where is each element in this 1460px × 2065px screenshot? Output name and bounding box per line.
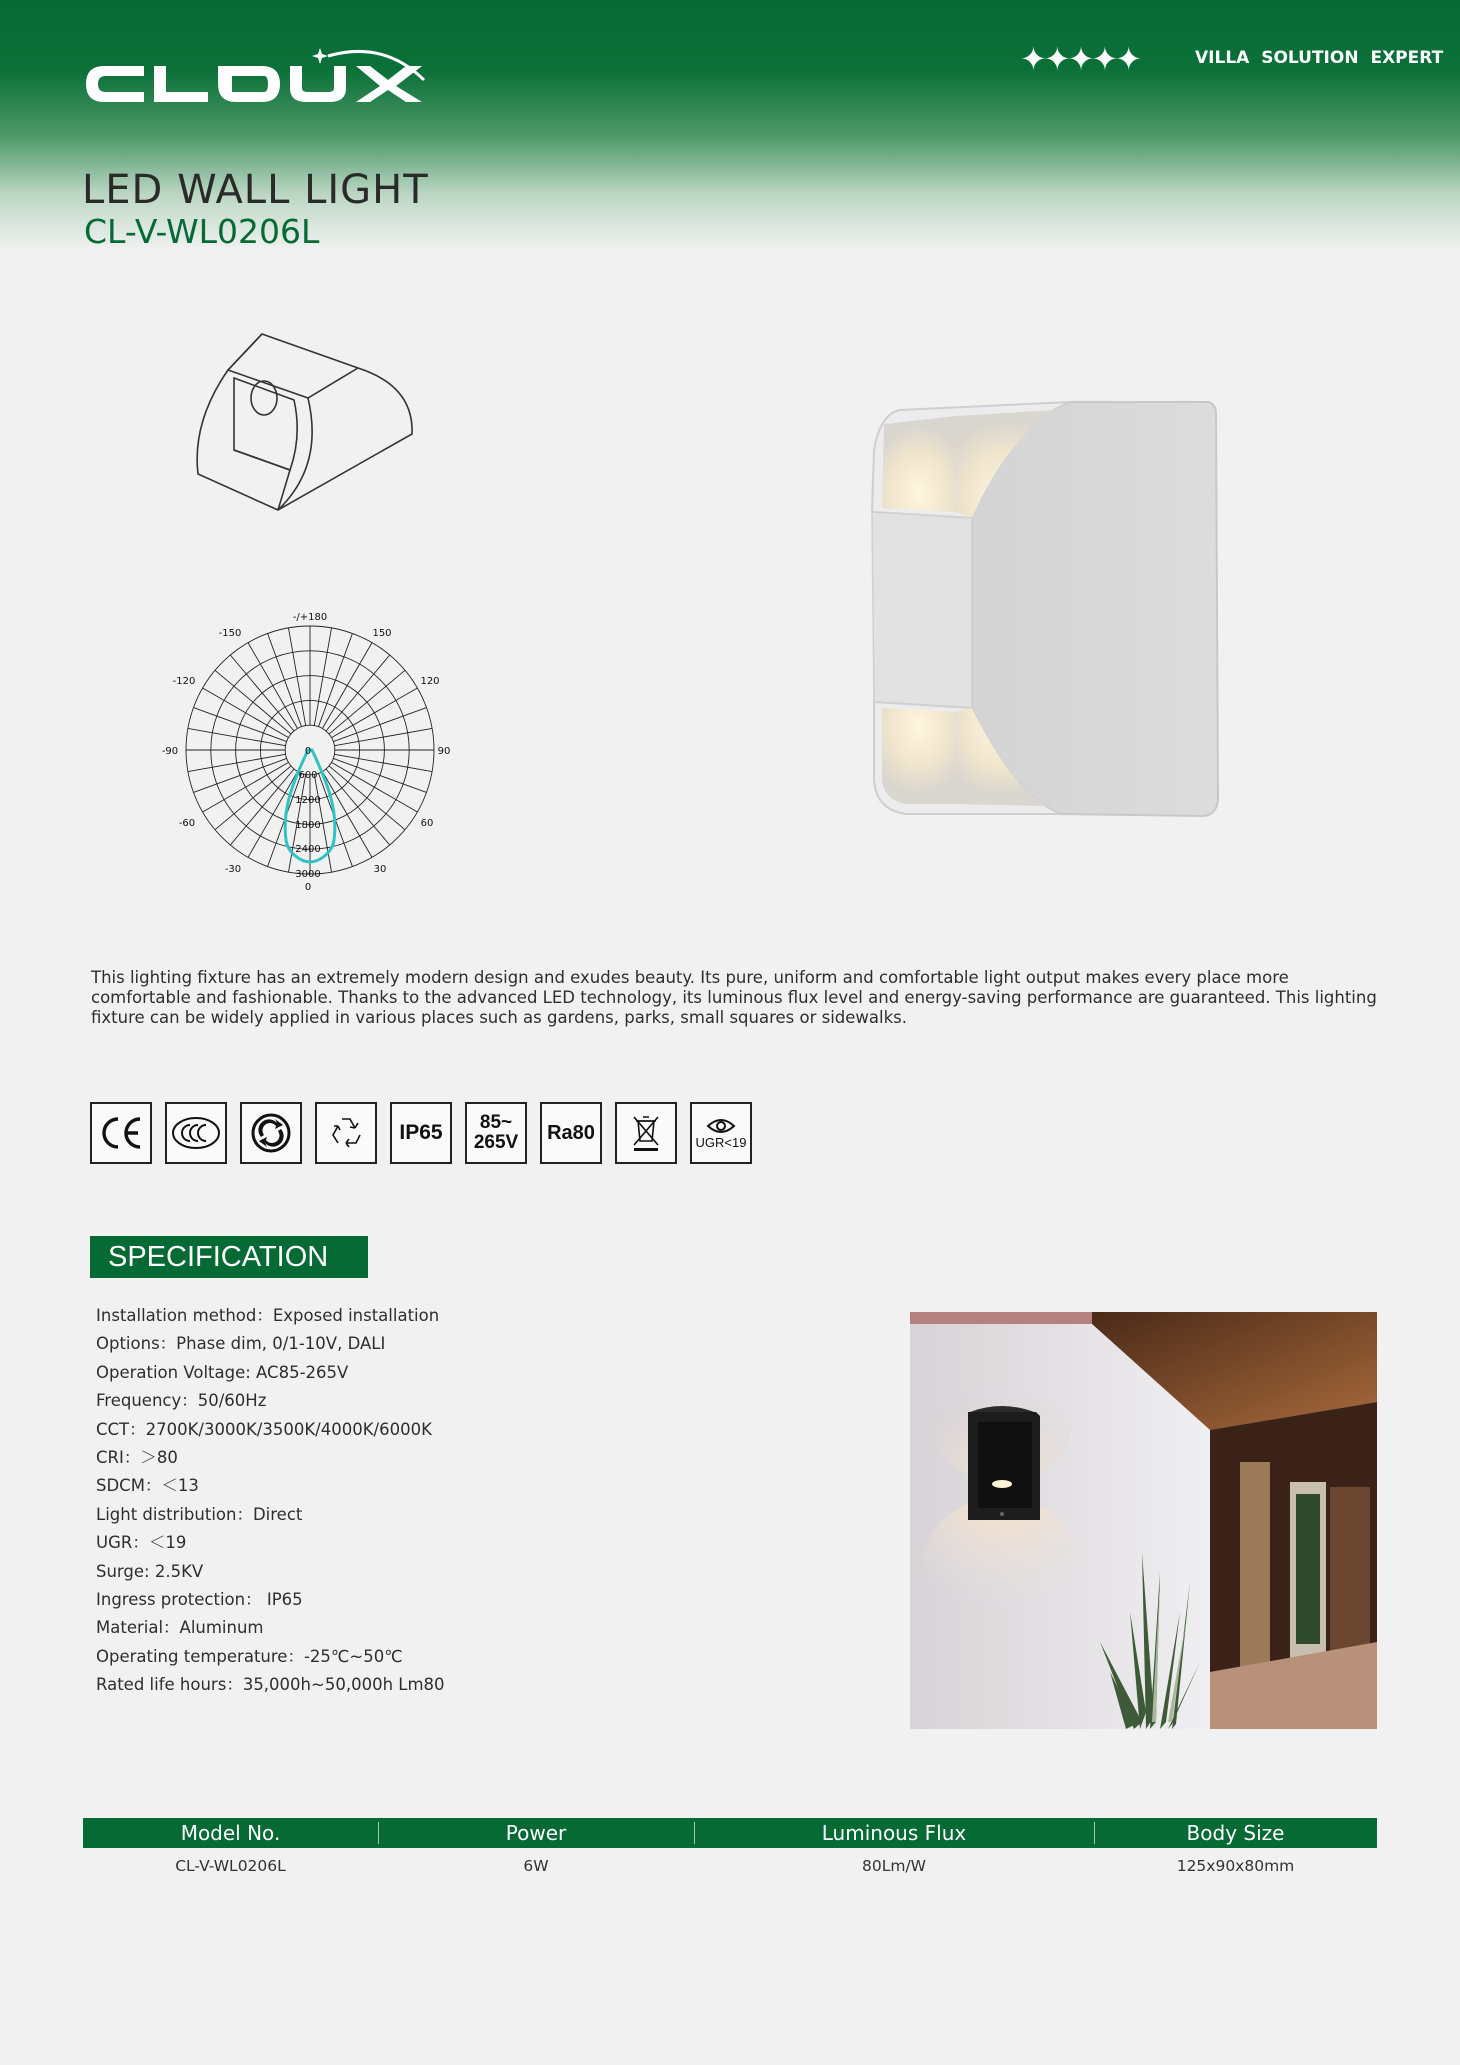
spec-item: UGR：＜19 [96,1533,187,1553]
product-model: CL-V-WL0206L [84,212,320,251]
voltage-line2: 265V [473,1132,519,1153]
angle-label: 30 [373,864,387,875]
angle-label: 90 [437,746,451,757]
angle-label: -60 [178,818,196,829]
polar-grid-spoke [188,754,286,771]
cell-model: CL-V-WL0206L [175,1857,286,1875]
cell-power: 6W [523,1857,549,1875]
col-header-body-size: Body Size [1094,1818,1377,1848]
installation-photo [910,1312,1377,1729]
ip65-badge: IP65 [390,1102,452,1164]
brand-logo [84,40,436,102]
product-line-drawing [190,326,420,516]
product-title: LED WALL LIGHT [82,167,429,213]
radial-label: 2400 [295,844,321,855]
ugr-badge [690,1102,752,1164]
angle-label: 60 [420,818,434,829]
polar-grid-spoke [318,633,352,726]
recycle-icon [315,1102,377,1164]
spec-item: Operating temperature：-25℃~50℃ [96,1646,403,1666]
polar-grid-spoke [193,758,286,792]
radial-label: 600 [298,770,318,781]
spec-item: Material：Aluminum [96,1618,264,1638]
angle-label: -/+180 [292,612,328,623]
model-table-header [83,1818,1377,1848]
ce-mark-icon [90,1102,152,1164]
spec-item: Operation Voltage: AC85-265V [96,1362,349,1382]
spec-item: Rated life hours：35,000h~50,000h Lm80 [96,1675,445,1695]
spec-item: Surge: 2.5KV [96,1561,204,1581]
specification-list [96,1302,445,1700]
angle-label: 0 [304,882,312,893]
polar-grid-spoke [334,754,432,771]
product-description: This lighting fixture has an extremely modern design and exudes beauty. Its pure, uniform and comfortable light output makes every place more comfortable and fashionable. Thanks to the advanced LED technology, its luminous flux level and energy-saving performance are guaranteed. This lighting fixture can be widely applied in various places such as gardens, parks, small squares or sidewalks. [91,968,1377,1027]
polar-grid-spoke [193,708,286,742]
ra80-badge: Ra80 [540,1102,602,1164]
product-photo [860,390,1230,820]
spec-item: Light distribution：Direct [96,1504,303,1524]
col-header-model: Model No. [180,1821,281,1845]
polar-grid-spoke [268,633,302,726]
polar-grid-spoke [188,728,286,745]
polar-grid-spoke [333,758,426,792]
table-row [83,1855,1377,1877]
polar-grid-spoke [314,628,331,726]
radial-label: 3000 [295,869,321,880]
spec-item: CCT：2700K/3000K/3500K/4000K/6000K [96,1419,432,1439]
spec-item: Installation method：Exposed installation [96,1306,440,1325]
spec-item: SDCM：＜13 [96,1476,199,1496]
specification-heading: SPECIFICATION [90,1236,368,1278]
spec-item: Ingress protection： IP65 [96,1590,303,1610]
col-header-power: Power [378,1818,694,1848]
col-header-luminous-flux: Luminous Flux [694,1818,1094,1848]
angle-label: 120 [420,676,440,687]
angle-label: -150 [218,628,242,639]
voltage-line1: 85~ [479,1112,513,1133]
certification-row [90,1102,752,1164]
cell-body-size: 125x90x80mm [1176,1857,1295,1875]
polar-grid-spoke [334,728,432,745]
spec-item: CRI：＞80 [96,1448,178,1468]
green-dot-icon [240,1102,302,1164]
weee-bin-icon [615,1102,677,1164]
rating-stars: ✦✦✦✦✦ [1020,40,1140,78]
brand-tagline: VILLA SOLUTION EXPERT [1195,48,1444,68]
angle-label: 150 [372,628,392,639]
cell-luminous-flux: 80Lm/W [861,1857,926,1875]
voltage-badge [465,1102,527,1164]
spec-item: Frequency：50/60Hz [96,1391,267,1411]
ugr-label: UGR<19 [695,1134,747,1150]
ccc-mark-icon [165,1102,227,1164]
angle-label: -30 [224,864,242,875]
radial-label: 1800 [295,820,321,831]
radial-label: 0 [304,746,312,757]
polar-distribution-chart [160,604,460,900]
spec-item: Options：Phase dim, 0/1-10V, DALI [96,1334,386,1354]
radial-label: 1200 [295,795,321,806]
angle-label: -90 [161,746,179,757]
angle-label: -120 [172,676,196,687]
polar-grid-spoke [333,708,426,742]
polar-grid-spoke [288,628,305,726]
